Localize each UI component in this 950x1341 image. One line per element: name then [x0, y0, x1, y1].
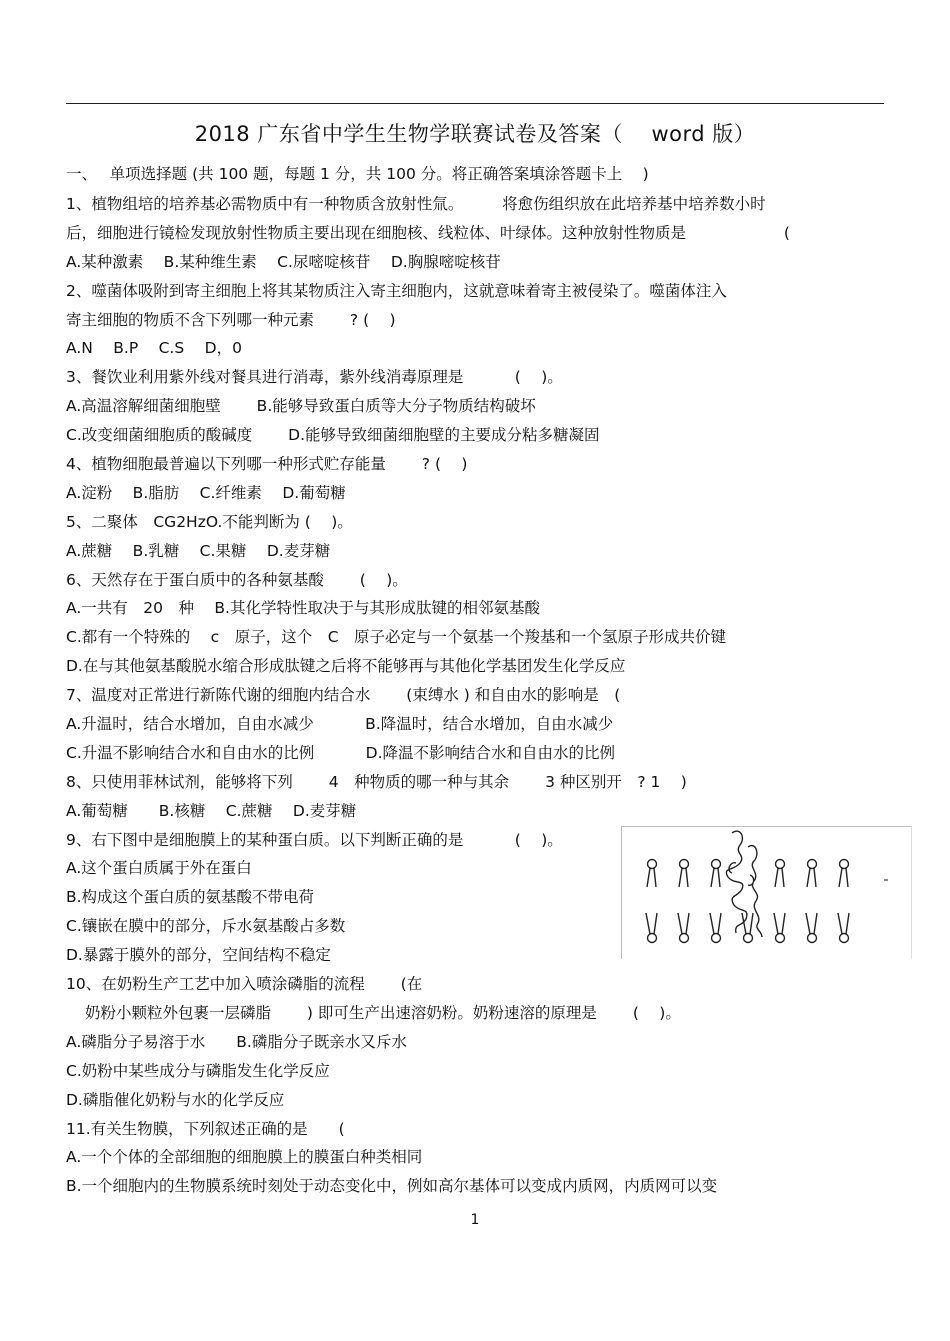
option-line: A.N B.P C.S D，0	[66, 339, 242, 358]
text-line: 4、植物细胞最普遍以下列哪一种形式贮存能量 ? ( )	[66, 455, 468, 474]
question-9: 9、右下图中是细胞膜上的某种蛋白质。以下判断正确的是 ( )。	[66, 830, 563, 849]
option-line: C.改变细菌细胞质的酸碱度 D.能够导致细菌细胞壁的主要成分粘多糖凝固	[66, 426, 600, 445]
text-line: 后，细胞进行镜检发现放射性物质主要出现在细胞核、线粒体、叶绿体。这种放射性物质是 (	[66, 223, 790, 242]
document-body	[66, 160, 884, 1201]
question-11: 11.有关生物膜，下列叙述正确的是 (	[66, 1119, 345, 1138]
option-line: D.磷脂催化奶粉与水的化学反应	[66, 1090, 285, 1109]
option-line: C.镶嵌在膜中的部分，斥水氨基酸占多数	[66, 917, 346, 936]
page-title: 2018 广东省中学生生物学联赛试卷及答案（ word 版）	[194, 122, 756, 146]
phospholipid-upper	[647, 860, 849, 888]
page-number: 1	[470, 1212, 480, 1228]
phospholipid-lower	[646, 913, 849, 943]
option-line: B.一个细胞内的生物膜系统时刻处于动态变化中，例如高尔基体可以变成内质网，内质网可以变	[66, 1177, 718, 1196]
section-heading: 一、 单项选择题 (共 100 题，每题 1 分，共 100 分。将正确答案填涂答题卡上 )	[66, 165, 649, 183]
text-line: 1、植物组培的培养基必需物质中有一种物质含放射性氚。 将愈伤组织放在此培养基中培养数小时	[66, 195, 766, 213]
option-line: D.暴露于膜外的部分，空间结构不稳定	[66, 946, 331, 965]
option-line: D.在与其他氨基酸脱水缩合形成肽键之后将不能够再与其他化学基团发生化学反应	[66, 657, 626, 676]
text-line: 5、二聚体 CG2HzO.不能判断为 ( )。	[66, 512, 353, 531]
protein-chain	[726, 831, 762, 937]
question-10: 10、在奶粉生产工艺中加入喷涂磷脂的流程 (在	[66, 975, 423, 994]
option-line: A.升温时，结合水增加，自由水减少 B.降温时，结合水增加，自由水减少	[66, 715, 614, 734]
text-line: 3、餐饮业利用紫外线对餐具进行消毒，紫外线消毒原理是 ( )。	[66, 368, 563, 387]
option-line: B.构成这个蛋白质的氨基酸不带电荷	[66, 888, 315, 907]
option-line: A.一共有 20 种 B.其化学特性取决于与其形成肽键的相邻氨基酸	[66, 599, 540, 618]
cell-membrane-protein-icon	[621, 826, 912, 959]
text-line: 8、只使用菲林试剂，能够将下列 4 种物质的哪一种与其余 3 种区别开 ? 1 )	[66, 772, 687, 791]
option-line: A.磷脂分子易溶于水 B.磷脂分子既亲水又斥水	[66, 1032, 407, 1051]
text-line: 6、天然存在于蛋白质中的各种氨基酸 ( )。	[66, 570, 408, 589]
header-rule	[66, 103, 884, 104]
option-line: C.都有一个特殊的 c 原子，这个 C 原子必定与一个氨基一个羧基和一个氢原子形成共价键	[66, 628, 727, 647]
option-line: A.葡萄糖 B.核糖 C.蔗糖 D.麦芽糖	[66, 801, 357, 820]
text-line: 7、温度对正常进行新陈代谢的细胞内结合水 (束缚水 ) 和自由水的影响是 (	[66, 686, 621, 705]
option-line: C.升温不影响结合水和自由水的比例 D.降温不影响结合水和自由水的比例	[66, 743, 616, 762]
text-line: 2、噬菌体吸附到寄主细胞上将其某物质注入寄主细胞内，这就意味着寄主被侵染了。噬菌体注入	[66, 281, 727, 300]
option-line: A.某种激素 B.某种维生素 C.尿嘧啶核苷 D.胸腺嘧啶核苷	[66, 252, 501, 271]
option-line: A.这个蛋白质属于外在蛋白	[66, 859, 252, 878]
option-line: A.淀粉 B.脂肪 C.纤维素 D.葡萄糖	[66, 483, 346, 502]
option-line: C.奶粉中某些成分与磷脂发生化学反应	[66, 1061, 330, 1080]
option-line: A.一个个体的全部细胞的细胞膜上的膜蛋白种类相同	[66, 1148, 423, 1167]
text-line: 寄主细胞的物质不含下列哪一种元素 ? ( )	[66, 310, 396, 329]
option-line: A.高温溶解细菌细胞壁 B.能够导致蛋白质等大分子物质结构破坏	[66, 397, 536, 416]
option-line: A.蔗糖 B.乳糖 C.果糖 D.麦芽糖	[66, 541, 331, 560]
question-10-cont: 奶粉小颗粒外包裹一层磷脂 ) 即可生产出速溶奶粉。奶粉速溶的原理是 ( )。	[85, 1003, 681, 1022]
